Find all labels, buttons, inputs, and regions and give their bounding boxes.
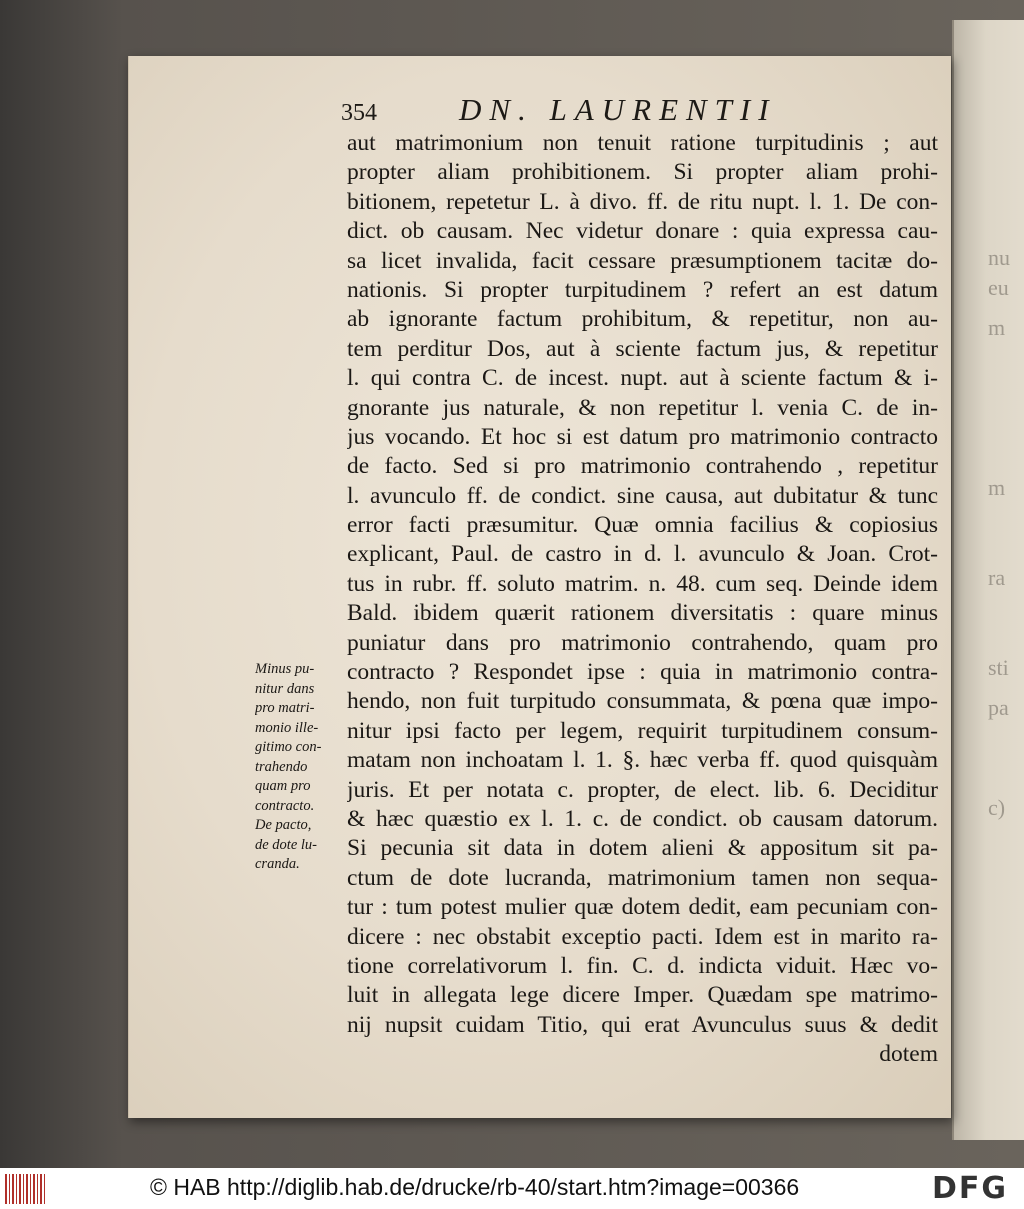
text-line: nitur ipsi facto per legem, requirit turpitudinem consum-: [347, 717, 938, 744]
marginal-note-line: nitur dans: [255, 680, 315, 697]
text-line: nationis. Si propter turpitudinem ? refert an est datum: [347, 276, 938, 303]
running-head: DN. LAURENTII: [459, 92, 777, 127]
text-line: hendo, non fuit turpitudo consummata, & pœna quæ impo-: [347, 688, 938, 715]
text-line: gnorante jus naturale, & non repetitur l. venia C. de in-: [347, 394, 938, 421]
body-text: [347, 129, 938, 1070]
text-line: tem perditur Dos, aut à sciente factum jus, & repetitur: [347, 335, 938, 362]
text-line: l. avunculo ff. de condict. sine causa, aut dubitatur & tunc: [347, 482, 938, 509]
adjacent-page-text: m: [988, 475, 1006, 500]
text-line: dicere : nec obstabit exceptio pacti. Idem est in marito ra-: [347, 923, 938, 950]
text-line: error facti præsumitur. Quæ omnia facilius & copiosius: [347, 512, 938, 539]
text-line: Si pecunia sit data in dotem alieni & appositum sit pa-: [347, 835, 938, 862]
book-page: [128, 56, 951, 1118]
text-line: contracto ? Respondet ipse : quia in matrimonio contra-: [347, 659, 938, 686]
text-line: explicant, Paul. de castro in d. l. avunculo & Joan. Crot-: [347, 541, 938, 568]
adjacent-page-text: sti: [988, 655, 1009, 680]
text-line: luit in allegata lege dicere Imper. Quædam spe matrimo-: [347, 982, 938, 1009]
marginal-note-line: trahendo: [255, 758, 308, 775]
text-line: Bald. ibidem quærit rationem diversitatis : quare minus: [347, 600, 938, 627]
dfg-logo: DFG: [932, 1171, 1009, 1206]
text-line: aut matrimonium non tenuit ratione turpitudinis ; aut: [347, 130, 938, 156]
text-line: de facto. Sed si pro matrimonio contrahendo , repetitur: [347, 453, 938, 480]
marginal-note-line: Minus pu-: [255, 661, 315, 677]
text-line: dotem: [879, 1041, 938, 1068]
marginal-note-line: contracto.: [255, 797, 315, 814]
text-line: juris. Et per notata c. propter, de elect. lib. 6. Deciditur: [347, 776, 938, 803]
marginal-note-line: pro matri-: [255, 700, 315, 716]
text-line: ctum de dote lucranda, matrimonium tamen non sequa-: [347, 864, 938, 891]
attribution-text: © HAB http://diglib.hab.de/drucke/rb-40/start.htm?image=00366: [150, 1174, 800, 1200]
adjacent-page-text: nu: [988, 245, 1010, 270]
text-line: dict. ob causam. Nec videtur donare : quia expressa cau-: [347, 218, 938, 245]
text-line: matam non inchoatam l. 1. §. hæc verba ff. quod quisquàm: [347, 747, 938, 774]
marginal-note-line: cranda.: [255, 856, 300, 872]
barcode-icon: [5, 1174, 47, 1204]
adjacent-page-text: c): [988, 795, 1006, 820]
text-line: & hæc quæstio ex l. 1. c. de condict. ob causam datorum.: [347, 805, 938, 832]
text-line: bitionem, repetetur L. à divo. ff. de ritu nupt. l. 1. De con-: [347, 188, 938, 215]
text-line: nij nupsit cuidam Titio, qui erat Avunculus suus & dedit: [347, 1011, 938, 1038]
marginal-note-line: monio ille-: [255, 719, 319, 736]
text-line: sa licet invalida, facit cessare præsumptionem tacitæ do-: [347, 247, 938, 274]
text-line: tione correlativorum l. fin. C. d. indicta viduit. Hæc vo-: [347, 952, 938, 979]
footer-bar: [0, 1168, 1024, 1209]
text-line: jus vocando. Et hoc si est datum pro matrimonio contracto: [347, 423, 938, 450]
text-line: tur : tum potest mulier quæ dotem dedit, eam pecuniam con-: [347, 894, 938, 921]
marginal-note: [255, 660, 351, 875]
adjacent-page-text: m: [988, 315, 1006, 340]
marginal-note-line: quam pro: [255, 778, 311, 794]
text-line: ab ignorante factum prohibitum, & repetitur, non au-: [347, 306, 938, 333]
text-line: puniatur dans pro matrimonio contrahendo, quam pro: [347, 629, 938, 656]
adjacent-page-text: pa: [988, 695, 1009, 720]
text-line: propter aliam prohibitionem. Si propter aliam prohi-: [347, 159, 938, 186]
adjacent-page-text: ra: [988, 565, 1006, 590]
text-line: l. qui contra C. de incest. nupt. aut à sciente factum & i-: [347, 365, 938, 392]
marginal-note-line: de dote lu-: [255, 836, 318, 853]
marginal-note-line: gitimo con-: [255, 739, 322, 755]
page-number: 354: [341, 100, 377, 126]
adjacent-page-edge: [952, 20, 1024, 1140]
adjacent-page-text: eu: [988, 275, 1009, 300]
marginal-note-line: De pacto,: [255, 817, 312, 833]
text-line: tus in rubr. ff. soluto matrim. n. 48. cum seq. Deinde idem: [347, 570, 938, 597]
